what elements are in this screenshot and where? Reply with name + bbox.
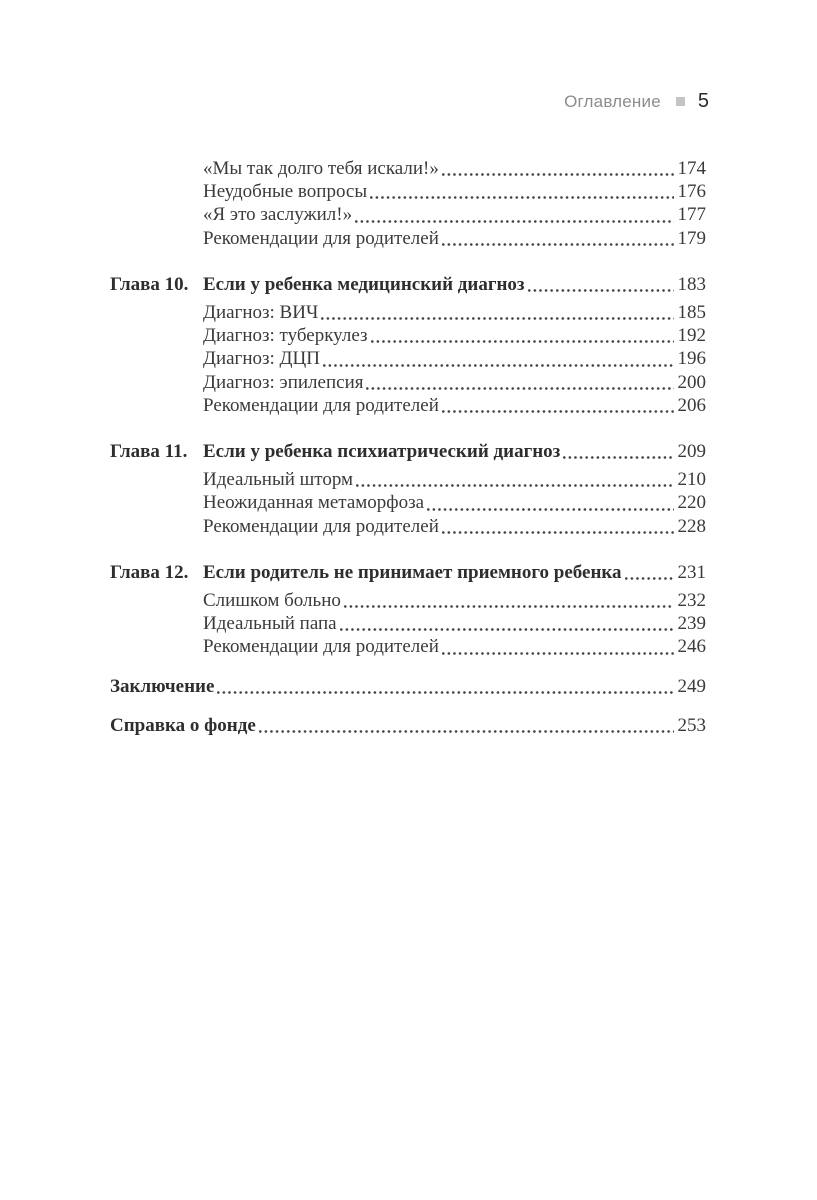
entry-title: Если родитель не принимает приемного ребенка: [203, 561, 622, 583]
dot-leader: [528, 289, 674, 292]
dot-leader: [366, 387, 673, 390]
dot-leader: [427, 508, 673, 511]
entry-title: «Мы так долго тебя искали!»: [203, 158, 439, 179]
chapter-label: Глава 11.: [110, 441, 188, 463]
toc: [110, 157, 706, 737]
entry-page: 196: [677, 348, 706, 370]
dot-leader: [344, 605, 674, 608]
entry-title: Рекомендации для родителей: [203, 636, 439, 658]
entry-page: 253: [677, 714, 706, 736]
toc-entry-row: [110, 180, 706, 203]
entry-title: Диагноз: ВИЧ: [203, 302, 319, 324]
entry-title: Заключение: [110, 675, 215, 697]
toc-entry-row: [110, 371, 706, 394]
dot-leader: [442, 410, 674, 413]
toc-group: [110, 273, 706, 417]
entry-page: 192: [677, 325, 706, 347]
entry-page: 206: [677, 394, 706, 416]
dot-leader: [355, 220, 673, 223]
running-header: [110, 90, 709, 113]
entry-title: Рекомендации для родителей: [203, 515, 439, 537]
entry-page: 176: [677, 181, 706, 203]
entry-page: 220: [677, 492, 706, 514]
chapter-label: Глава 10.: [110, 273, 189, 295]
dot-leader: [442, 652, 674, 655]
toc-entry-row: [110, 324, 706, 347]
entry-page: 232: [677, 590, 706, 612]
chapter-row: [110, 273, 706, 296]
standalone-row: [110, 675, 706, 698]
entry-page: 177: [677, 204, 706, 226]
toc-group: [110, 714, 706, 737]
dot-leader: [563, 456, 673, 459]
entry-title: Слишком больно: [203, 590, 341, 612]
dot-leader: [442, 173, 674, 176]
toc-group: [110, 561, 706, 659]
dot-leader: [442, 243, 674, 246]
entry-page: 185: [677, 302, 706, 324]
chapter-row: [110, 561, 706, 584]
entry-page: 210: [677, 469, 706, 491]
dot-leader: [370, 196, 673, 199]
header-page-number: 5: [697, 90, 709, 112]
toc-group: [110, 157, 706, 250]
entry-page: 179: [677, 227, 706, 249]
header-chapter-title: Оглавление: [564, 91, 661, 111]
chapter-label: Глава 12.: [110, 561, 189, 583]
chapter-row: [110, 440, 706, 463]
dot-leader: [321, 317, 673, 320]
entry-title: Справка о фонде: [110, 714, 256, 736]
entry-title: Если у ребенка психиатрический диагноз: [203, 441, 561, 463]
entry-page: 200: [677, 371, 706, 393]
entry-page: 246: [677, 636, 706, 658]
toc-entry-row: [110, 491, 706, 514]
toc-entry-row: [110, 515, 706, 538]
standalone-row: [110, 714, 706, 737]
entry-title: Неудобные вопросы: [203, 181, 368, 203]
square-bullet-icon: [676, 97, 685, 106]
entry-title: Диагноз: эпилепсия: [203, 371, 364, 393]
dot-leader: [356, 484, 673, 487]
entry-title: Диагноз: ДЦП: [203, 348, 320, 370]
entry-title: Рекомендации для родителей: [203, 227, 439, 249]
toc-entry-row: [110, 301, 706, 324]
dot-leader: [625, 577, 674, 580]
entry-page: 228: [677, 515, 706, 537]
dot-leader: [371, 340, 674, 343]
entry-page: 231: [677, 561, 706, 583]
toc-entry-row: [110, 612, 706, 635]
entry-page: 239: [677, 613, 706, 635]
toc-entry-row: [110, 157, 706, 180]
entry-title: «Я это заслужил!»: [203, 204, 353, 226]
toc-entry-row: [110, 468, 706, 491]
entry-page: 183: [677, 273, 706, 295]
toc-entry-row: [110, 203, 706, 226]
dot-leader: [340, 628, 674, 631]
toc-entry-row: [110, 589, 706, 612]
toc-entry-row: [110, 347, 706, 370]
toc-entry-row: [110, 635, 706, 658]
toc-entry-row: [110, 227, 706, 250]
entry-title: Рекомендации для родителей: [203, 394, 439, 416]
toc-group: [110, 440, 706, 538]
entry-title: Если у ребенка медицинский диагноз: [203, 273, 525, 295]
entry-page: 174: [677, 158, 706, 179]
entry-title: Идеальный папа: [203, 613, 337, 635]
dot-leader: [442, 531, 674, 534]
entry-title: Диагноз: туберкулез: [203, 325, 368, 347]
dot-leader: [259, 730, 674, 733]
dot-leader: [323, 364, 674, 367]
entry-title: Идеальный шторм: [203, 469, 354, 491]
toc-group: [110, 675, 706, 698]
entry-page: 249: [677, 675, 706, 697]
entry-page: 209: [677, 441, 706, 463]
toc-entry-row: [110, 394, 706, 417]
entry-title: Неожиданная метаморфоза: [203, 492, 425, 514]
dot-leader: [217, 691, 673, 694]
